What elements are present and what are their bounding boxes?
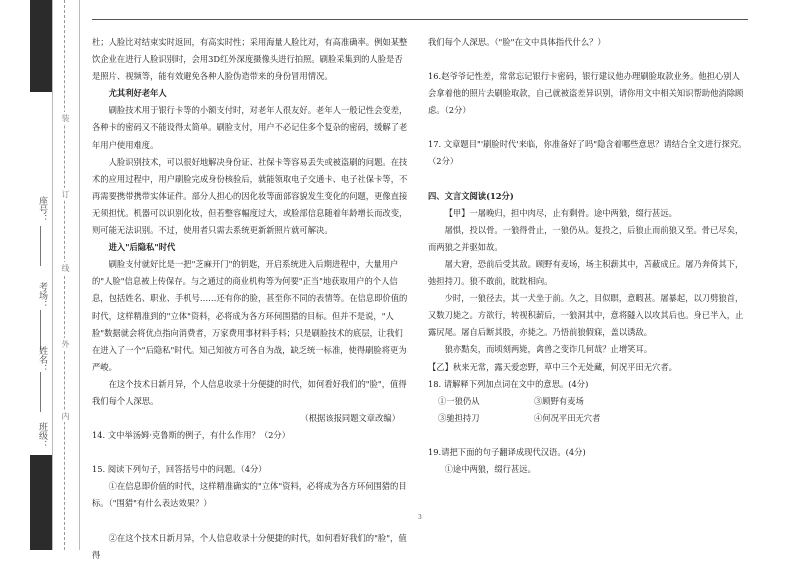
source-note: （根据该报同题文章改编） (300, 413, 400, 424)
question-15-part-1: ①在信息即价值的时代，这样精准确实的"立体"资料，必将成为各方环伺围猎的目标。（"围猎"有什么表达效果？） (92, 481, 407, 509)
question-16: 16.赵爷爷记性差，常常忘记银行卡密码，银行建议他办理刷脸取款业务。他担心别人会拿着他的照片去刷脸取款，自己就被盗差异识别，请你用文中相关知识帮助他消除顾虑。（2分） (428, 71, 744, 116)
question-15: 15. 阅读下列句子，回答括号中的问题。（4分） (92, 464, 267, 475)
seal-mark: 订 (61, 190, 70, 198)
page-number: 3 (418, 514, 422, 521)
right-column (428, 34, 748, 478)
exam-room-line (40, 310, 41, 350)
question-19-part-1: ①途中两狼，缀行甚远。 (444, 463, 536, 474)
subheading: 进入"后隐私"时代 (108, 242, 176, 253)
subheading: 尤其利好老年人 (108, 88, 167, 99)
seal-mark: 线 (61, 264, 70, 272)
name-label: 姓名： (37, 346, 47, 373)
jia-paragraph: 屠惧，投以骨。一狼得骨止，一狼仍从。复投之，后狼止而前狼又至。骨已尽矣，而两狼之并驱如故。 (428, 224, 744, 252)
option: ③顾野有麦场 (534, 395, 584, 406)
binding-bar-bottom (30, 455, 52, 550)
name-line (40, 372, 41, 412)
question-17: 17. 文章题目"'刷脸时代'来临，你准备好了吗"隐含着哪些意思？请结合全文进行探究。（2分） (428, 139, 747, 167)
paragraph: 杜；人脸比对结束实时返回，有高实时性；采用海量人脸比对，有高准确率。例如某整饮企业在进行人脸识别时，会用3D红外深度摄像头进行拍照。刷脸采集到的人脸是否是照片、视频等，能有效避免各种人脸伪造带来的身份冒用情况。 (92, 37, 408, 82)
seal-mark: 内 (61, 412, 70, 420)
jia-text: 一屠晚归，担中肉尽，止有剩骨。途中两狼，缀行甚远。 (469, 207, 677, 218)
question-14: 14. 文中举汤姆·克鲁斯的例子，有什么作用？（2分） (92, 430, 290, 441)
question-15-part-2: ②在这个技术日新月异，个人信息收录十分便捷的时代，如何看好我们的"脸"，值得 (92, 532, 407, 560)
binding-gutter (52, 0, 80, 550)
yi-label: 【乙】 (428, 361, 453, 372)
question-18-options (428, 393, 748, 427)
seat-line (40, 226, 41, 266)
section-4-heading: 四、文言文阅读(12分) (428, 190, 514, 201)
jia-paragraph-1 (428, 205, 748, 222)
paragraph: 刷脸技术用于银行卡等的小额支付时，对老年人很友好。老年人一般记性会变差，各种卡的密码又不能设得太简单。刷脸支付，用户不必记住多个复杂的密码，缓解了老年用户使用难度。 (92, 105, 408, 150)
seat-label: 座号： (37, 196, 47, 223)
option: ①一狼仍从 (438, 395, 480, 406)
option: ④何况平田无穴者 (534, 412, 601, 423)
class-label: 班级： (37, 422, 47, 449)
paragraph: 人脸识别技术，可以很好地解决身份证、社保卡等容易丢失或被盗刷的问题。在技术的应用过程中，用户刷脸完成身份核验后，就能领取电子交通卡、电子社保卡等，不再需要携带携带实体证件。部分人担心的因化妆等面部容貌发生变化的问题，更像直接无须担忧。机器可以识别化妆，但若整容幅度过大，或脸部信息随着年龄增长而改变，则可能无法识别。不过，使用者只需去系统更新新照片就可解决。 (92, 156, 408, 236)
header-rule (92, 19, 748, 20)
left-column (92, 34, 410, 564)
jia-paragraph: 狼亦黠矣，而顷刻两毙，禽兽之变诈几何哉？止增笑耳。 (444, 344, 653, 355)
yi-paragraph (428, 359, 748, 376)
binding-bar-top (30, 0, 52, 92)
binding-margin (0, 0, 86, 550)
paragraph: 刷脸支付就好比是一把"芝麻开门"的钥匙，开启系统进入后期进程中，大量用户的"人脸"信息被上传保存。与之通过的商业机构等为何要"正当"地获取用户的个人信息，包括姓名、职业、手机号……还有你的脸，甚至你不同的表情等。在信息即价值的时代，这样精准到的"立体"资料，必将成为各方环伺围猎的目标。但并不是说，"人脸"数据就会将优点指向消费者，万家费用事材料手料；只是刷脸技术的底层，让我们在进入了一个"后隐私"时代。知己知彼方可各自为战，缺乏统一标准，使得刷脸将更为严峻。 (92, 259, 408, 372)
jia-paragraph: 屠大窘，恐前后受其敌。顾野有麦场，场主积薪其中，苫蔽成丘。屠乃奔倚其下，弛担持刀。狼不敢前，眈眈相向。 (428, 258, 744, 287)
option: ③驰担持刀 (438, 412, 480, 423)
jia-label: 【甲】 (444, 207, 470, 218)
exam-room-label: 考场： (37, 282, 47, 309)
paragraph: 在这个技术日新月异，个人信息收录十分便捷的时代，如何看好我们的"脸"，值得我们每个人深思。 (92, 378, 407, 406)
question-19: 19.请把下面的句子翻译成现代汉语。(4分) (428, 446, 586, 457)
jia-paragraph: 少时，一狼径去，其一犬坐于前。久之，目似瞑，意暇甚。屠暴起，以刀劈狼首，又数刀毙之。方欲行，转视积薪后，一狼洞其中，意将隧入以攻其后也。身已半入，止露尻尾。屠自后断其股，亦毙之。乃悟前狼假寐，盖以诱敌。 (428, 293, 744, 338)
question-18: 18. 请解释下列加点词在文中的意思。(4分) (428, 378, 589, 389)
seal-mark: 外 (61, 340, 70, 348)
yi-text: 秋来无常，露天爱恋野，草中三个无处藏，何况平田无穴者。 (452, 361, 677, 372)
question-15-part-2-cont: 我们每个人深思。（"脸"在文中具体指代什么？） (428, 37, 606, 47)
seal-mark: 装 (61, 114, 70, 122)
seal-line (64, 0, 65, 550)
